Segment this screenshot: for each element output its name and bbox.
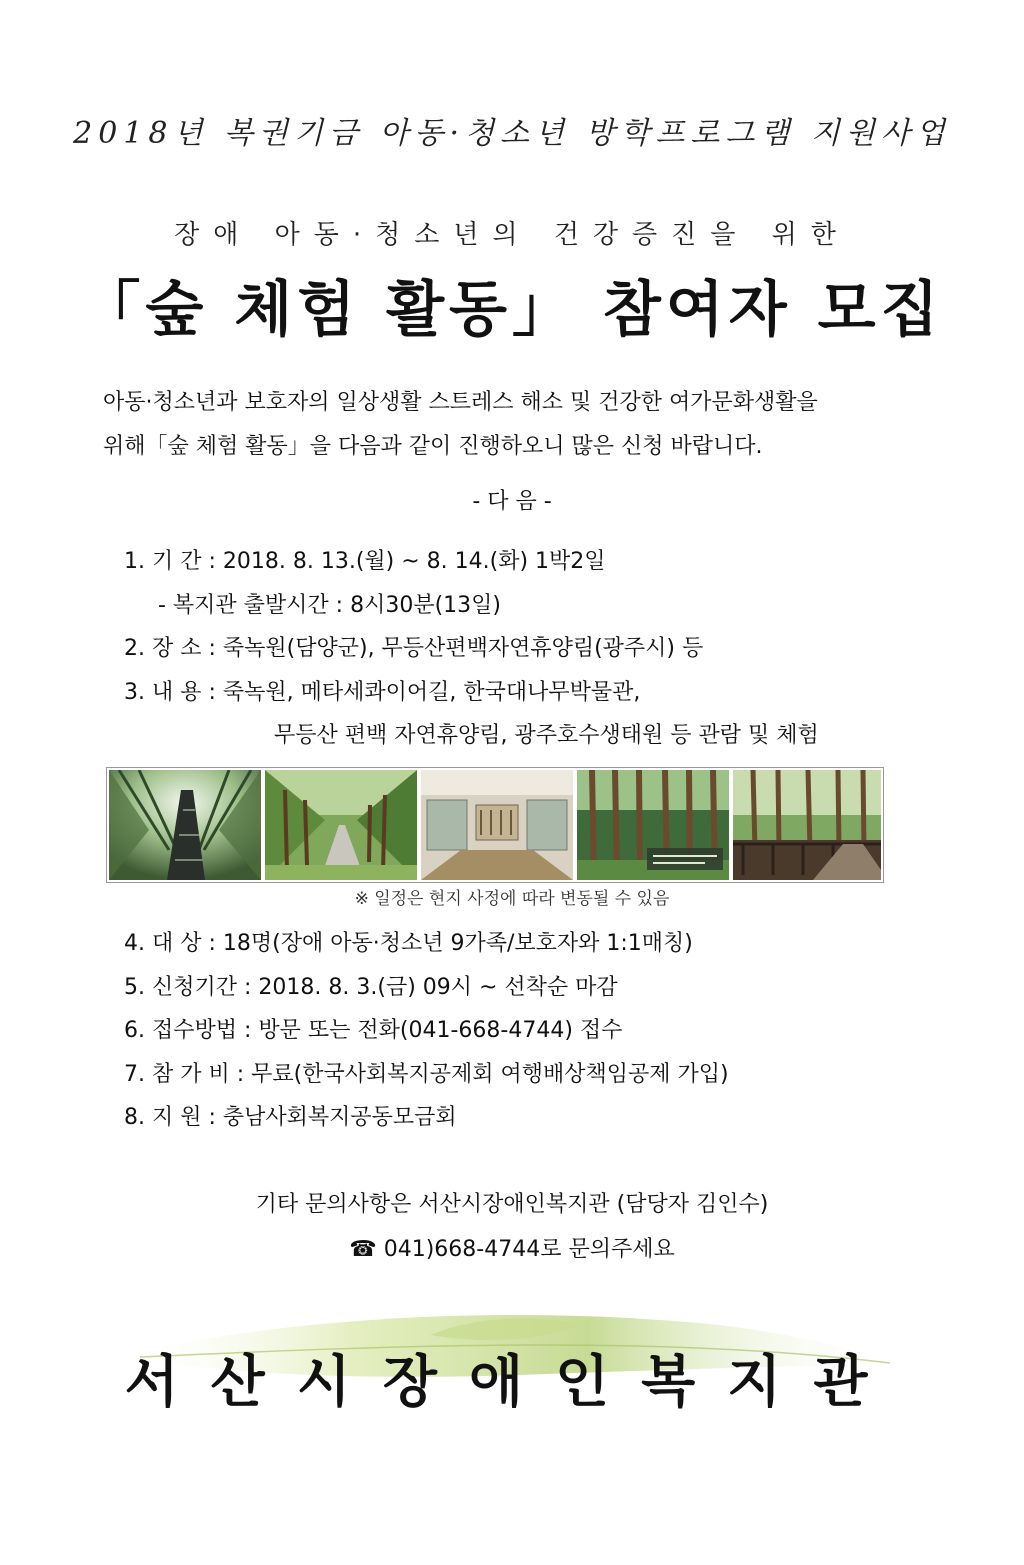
detail-label: 6. 접수방법 : — [124, 1018, 252, 1043]
phone-line — [0, 1232, 1024, 1263]
detail-value: 방문 또는 전화(041-668-4744) 접수 — [258, 1018, 623, 1043]
detail-fee — [124, 1057, 729, 1088]
photo-bamboo-forest — [109, 770, 261, 880]
detail-label: 1. 기 간 : — [124, 549, 216, 574]
phone-icon: ☎ — [349, 1237, 377, 1262]
detail-label: 2. 장 소 : — [124, 636, 216, 661]
detail-content — [124, 675, 640, 706]
intro-line-2: 위해「숲 체험 활동」을 다음과 같이 진행하오니 많은 신청 바랍니다. — [103, 434, 763, 459]
photo-cypress-forest — [577, 770, 729, 880]
detail-value: 2018. 8. 13.(월) ~ 8. 14.(화) 1박2일 — [222, 549, 606, 574]
notice-heading: - 다 음 - — [472, 489, 552, 514]
photo-strip — [106, 767, 884, 883]
detail-label: 7. 참 가 비 : — [124, 1062, 245, 1087]
organization-name: 서산시장애인복지관 — [124, 1350, 900, 1415]
detail-value: 죽녹원(담양군), 무등산편백자연휴양림(광주시) 등 — [222, 636, 704, 661]
detail-application-period — [124, 970, 618, 1001]
detail-value: 2018. 8. 3.(금) 09시 ~ 선착순 마감 — [258, 975, 618, 1000]
intro-line-1: 아동·청소년과 보호자의 일상생활 스트레스 해소 및 건강한 여가문화생활을 — [103, 390, 818, 415]
detail-label: 8. 지 원 : — [124, 1105, 216, 1130]
detail-support — [124, 1100, 457, 1131]
photo-lake-ecology-park — [733, 770, 881, 880]
detail-value: 죽녹원, 메타세콰이어길, 한국대나무박물관, — [222, 680, 641, 705]
detail-value: 무등산 편백 자연휴양림, 광주호수생태원 등 관람 및 체험 — [274, 723, 819, 748]
detail-label: 4. 대 상 : — [124, 931, 216, 956]
detail-value: - 복지관 출발시간 : 8시30분(13일) — [158, 593, 501, 618]
detail-target — [124, 926, 693, 957]
detail-period — [124, 544, 606, 575]
detail-value: 무료(한국사회복지공제회 여행배상책임공제 가입) — [251, 1062, 729, 1087]
detail-application-method — [124, 1013, 622, 1044]
detail-departure — [158, 588, 501, 619]
inquiry-text: 기타 문의사항은 서산시장애인복지관 (담당자 김인수) — [255, 1192, 769, 1217]
subtitle: 장애 아동·청소년의 건강증진을 위한 — [174, 220, 850, 250]
detail-value: 18명(장애 아동·청소년 9가족/보호자와 1:1매칭) — [222, 931, 693, 956]
main-title: 「숲 체험 활동」 참여자 모집 — [80, 275, 944, 345]
detail-location — [124, 631, 703, 662]
schedule-disclaimer: ※ 일정은 현지 사정에 따라 변동될 수 있음 — [354, 889, 670, 909]
detail-label: 3. 내 용 : — [124, 680, 216, 705]
program-title: 2018년 복권기금 아동·청소년 방학프로그램 지원사업 — [73, 116, 951, 151]
phone-number-text: 041)668-4744로 문의주세요 — [383, 1237, 675, 1262]
photo-bamboo-museum — [421, 770, 573, 880]
photo-metasequoia-road — [265, 770, 417, 880]
detail-content-cont — [274, 718, 819, 749]
detail-value: 충남사회복지공동모금회 — [222, 1105, 457, 1130]
detail-label: 5. 신청기간 : — [124, 975, 252, 1000]
